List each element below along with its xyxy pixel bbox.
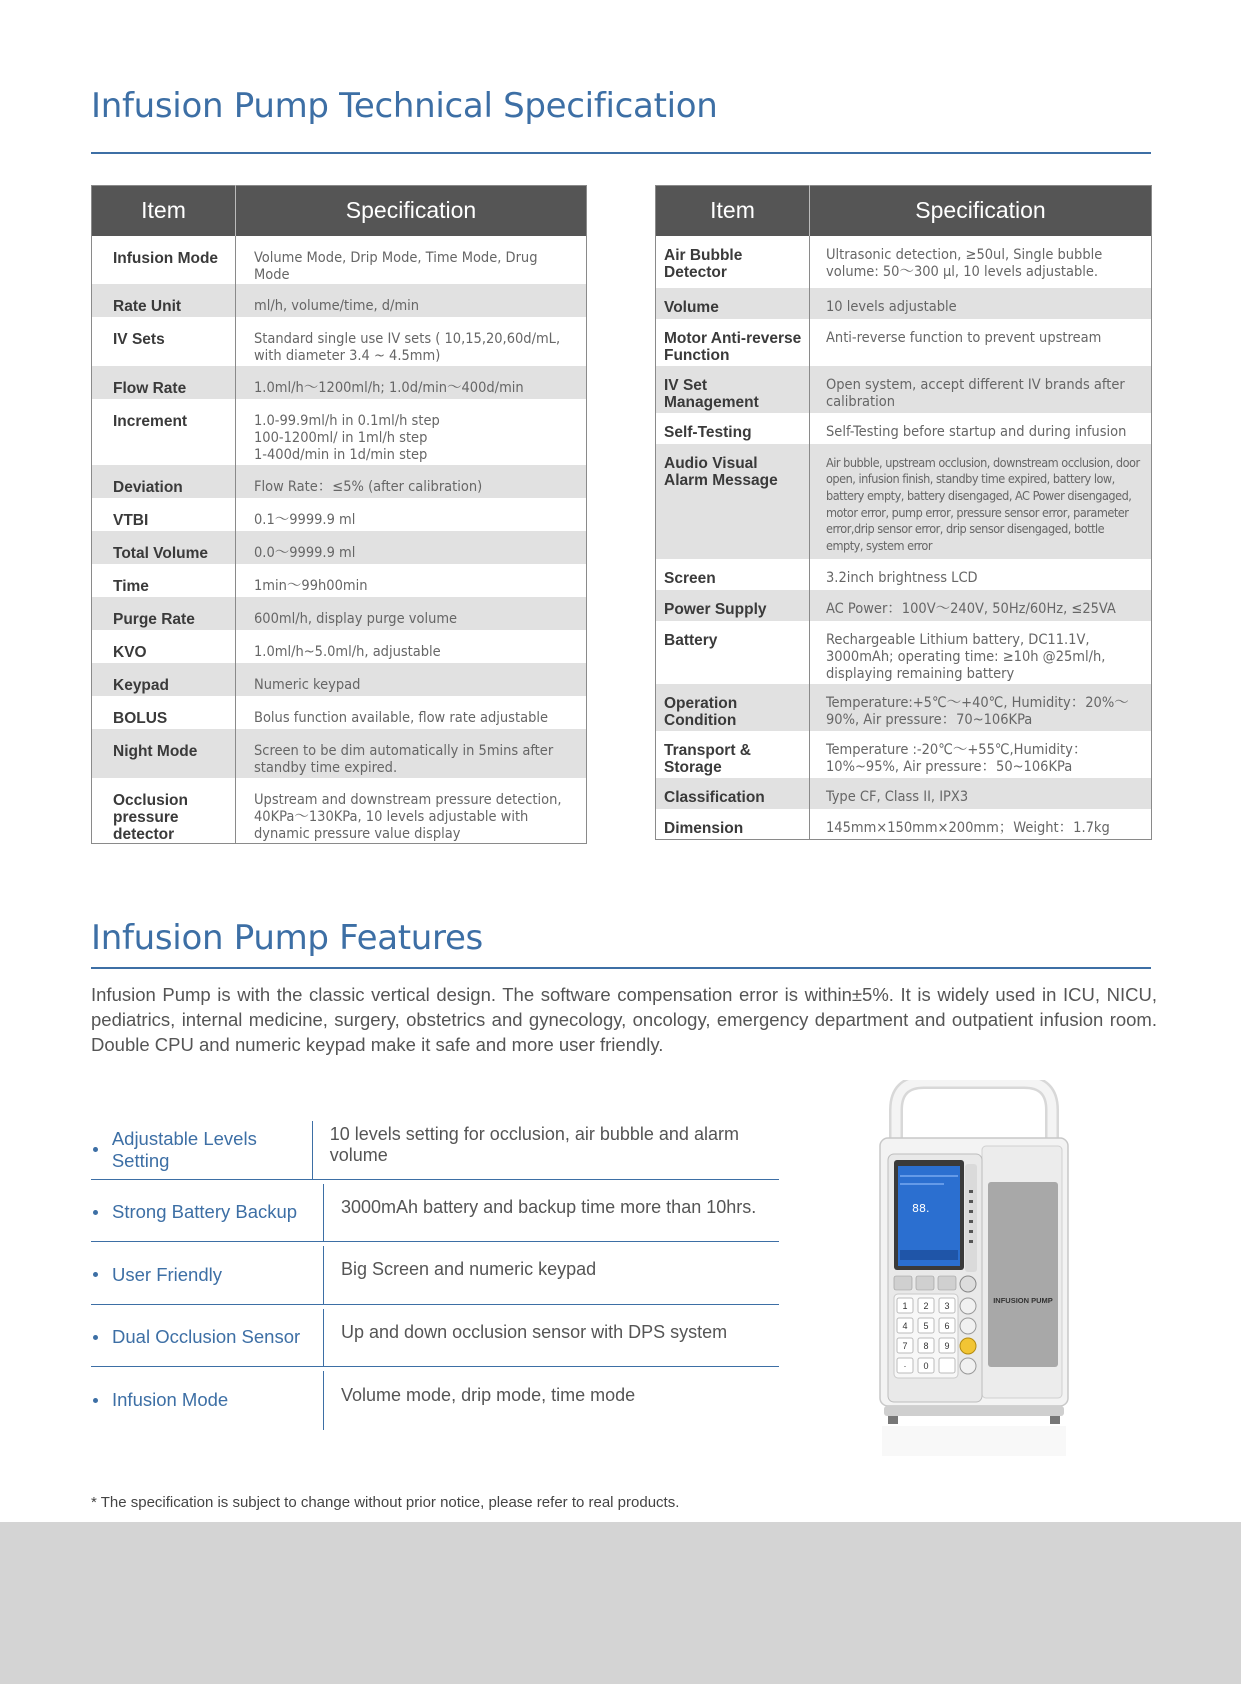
keypad-key-label: 9	[944, 1341, 950, 1351]
feature-name	[91, 1121, 313, 1179]
feature-name	[91, 1246, 324, 1304]
infusion-pump-image	[874, 1080, 1074, 1460]
spec-item-label: Power Supply	[656, 590, 810, 621]
header-item: Item	[92, 186, 236, 236]
spec-table-right-body	[656, 236, 1152, 840]
spec-item-label: Transport & Storage	[656, 731, 810, 778]
spec-value: Temperature:+5℃～+40℃, Humidity：20%～90%, Air pressure：70~106KPa	[810, 684, 1152, 731]
spec-value: 1.0ml/h~5.0ml/h, adjustable	[254, 643, 441, 660]
spec-item-label: Screen	[656, 559, 810, 590]
features-intro: Infusion Pump is with the classic vertical design. The software compensation error is within±5%. It is widely used in ICU, NICU, pediatrics, internal medicine, surgery, obstetrics and gynecology, oncology, emergency department and outpatient infusion room. Double CPU and numeric keypad make it safe and more user friendly.	[91, 984, 1157, 1055]
spec-row	[656, 366, 1152, 413]
spec-item-label: IV Sets	[92, 317, 236, 366]
spec-row	[656, 621, 1152, 684]
spec-row	[656, 809, 1152, 840]
feature-description: Volume mode, drip mode, time mode	[341, 1384, 636, 1405]
feature-row	[91, 1305, 779, 1368]
keypad-key-label: 4	[902, 1321, 908, 1331]
spec-item-label: KVO	[92, 630, 236, 663]
spec-row	[656, 288, 1152, 319]
disclaimer-note: * The specification is subject to change without prior notice, please refer to real products.	[91, 1494, 680, 1511]
keypad-key-label: 3	[944, 1301, 950, 1311]
spec-item-label: Volume	[656, 288, 810, 319]
spec-value: Rechargeable Lithium battery, DC11.1V, 3000mAh; operating time: ≥10h @25ml/h, displaying remaining battery	[826, 631, 1106, 682]
spec-row	[656, 413, 1152, 444]
spec-row	[92, 465, 587, 498]
spec-value: Ultrasonic detection, ≥50ul, Single bubble volume: 50～300 µl, 10 levels adjustable.	[826, 246, 1103, 280]
spec-row	[92, 284, 587, 317]
spec-row	[92, 317, 587, 366]
spec-row	[656, 236, 1152, 288]
spec-table-left-body	[92, 236, 587, 844]
header-specification: Specification	[236, 186, 587, 236]
spec-row	[92, 366, 587, 399]
spec-value: Standard single use IV sets ( 10,15,20,60d/mL, with diameter 3.4 ~ 4.5mm)	[254, 330, 561, 364]
spec-item-label: Deviation	[92, 465, 236, 498]
spec-row	[92, 778, 587, 844]
feature-row	[91, 1117, 779, 1180]
spec-value: Temperature :-20℃～+55℃,Humidity：10%~95%, Air pressure：50~106KPa	[826, 741, 1088, 775]
spec-item-label: IV Set Management	[656, 366, 810, 413]
spec-row	[656, 319, 1152, 366]
spec-item-label: Occlusion pressure detector	[92, 778, 236, 844]
spec-item-label: Classification	[656, 778, 810, 809]
spec-item-label: Purge Rate	[92, 597, 236, 630]
feature-description: 10 levels setting for occlusion, air bubble and alarm volume	[329, 1123, 739, 1165]
spec-table-left	[91, 185, 587, 844]
spec-value: Anti-reverse function to prevent upstream	[826, 329, 1102, 346]
spec-value: Upstream and downstream pressure detection, 40KPa～130KPa, 10 levels adjustable with dynamic pressure value display	[254, 791, 562, 842]
spec-row	[92, 630, 587, 663]
feature-row	[91, 1180, 779, 1243]
spec-item-label: Time	[92, 564, 236, 597]
keypad-key-label: ·	[903, 1361, 907, 1371]
keypad-key-label: 1	[902, 1301, 908, 1311]
spec-value: Volume Mode, Drip Mode, Time Mode, Drug Mode	[254, 249, 538, 283]
spec-item-label: Battery	[656, 621, 810, 684]
spec-value: Bolus function available, flow rate adjustable	[254, 709, 549, 726]
feature-row	[91, 1367, 779, 1430]
spec-row	[92, 399, 587, 465]
spec-value: 0.1～9999.9 ml	[254, 511, 356, 528]
spec-value: Numeric keypad	[236, 663, 587, 696]
spec-table-right	[655, 185, 1152, 840]
keypad-key	[939, 1358, 955, 1373]
bullet-icon	[93, 1272, 98, 1277]
feature-description: Big Screen and numeric keypad	[341, 1259, 597, 1280]
spec-item-label: Air Bubble Detector	[656, 236, 810, 288]
bullet-icon	[93, 1147, 98, 1152]
spec-value: 0.0～9999.9 ml	[236, 531, 587, 564]
title-rule	[91, 152, 1151, 154]
spec-value: Type CF, Class II, IPX3	[810, 778, 1152, 809]
spec-row	[656, 731, 1152, 778]
spec-item-label: Keypad	[92, 663, 236, 696]
spec-value: 1min～99h00min	[254, 577, 368, 594]
header-specification: Specification	[810, 186, 1152, 236]
feature-name	[91, 1371, 324, 1430]
keypad-key-label: 7	[902, 1341, 908, 1351]
keypad-key-label: 6	[944, 1321, 950, 1331]
spec-value: 10 levels adjustable	[810, 288, 1152, 319]
bullet-icon	[93, 1398, 98, 1403]
spec-value: 600ml/h, display purge volume	[236, 597, 587, 630]
keypad-key-label: 0	[923, 1361, 929, 1371]
spec-row	[92, 729, 587, 778]
spec-value: 1.0ml/h～1200ml/h; 1.0d/min～400d/min	[236, 366, 587, 399]
footer-band	[0, 1522, 1241, 1684]
keypad-key-label: 2	[923, 1301, 929, 1311]
feature-description: Up and down occlusion sensor with DPS system	[341, 1321, 728, 1342]
spec-value: Air bubble, upstream occlusion, downstream occlusion, door open, infusion finish, standby time expired, battery low, battery empty, battery disengaged, AC Power disengaged, motor error, pump error, pressure sensor error, parameter error,drip sensor error, drip sensor disengaged, bottle empty, system error	[810, 444, 1152, 559]
header-item: Item	[656, 186, 810, 236]
spec-item-label: Dimension	[656, 809, 810, 840]
bullet-icon	[93, 1210, 98, 1215]
spec-row	[92, 564, 587, 597]
spec-row	[92, 663, 587, 696]
spec-section-title: Infusion Pump Technical Specification	[91, 86, 718, 126]
keypad-key-label: 8	[923, 1341, 929, 1351]
spec-value: ml/h, volume/time, d/min	[236, 284, 587, 317]
feature-name-text: User Friendly	[112, 1263, 222, 1285]
feature-name	[91, 1184, 324, 1242]
feature-name-text: Strong Battery Backup	[112, 1201, 298, 1223]
spec-item-label: Infusion Mode	[92, 236, 236, 284]
spec-item-label: BOLUS	[92, 696, 236, 729]
feature-name-text: Dual Occlusion Sensor	[112, 1326, 301, 1348]
feature-name-text: Infusion Mode	[112, 1389, 229, 1411]
feature-description: 3000mAh battery and backup time more than 10hrs.	[341, 1196, 757, 1217]
features-list	[91, 1117, 779, 1430]
spec-row	[92, 236, 587, 284]
spec-value: 1.0-99.9ml/h in 0.1ml/h step 100-1200ml/ in 1ml/h step 1-400d/min in 1d/min step	[254, 412, 440, 463]
spec-row	[656, 684, 1152, 731]
feature-name-text: Adjustable Levels Setting	[111, 1127, 257, 1171]
spec-value: Screen to be dim automatically in 5mins after standby time expired.	[236, 729, 587, 778]
spec-item-label: Motor Anti-reverse Function	[656, 319, 810, 366]
device-screen-value: 88.	[912, 1202, 930, 1215]
device-label: INFUSION PUMP	[993, 1296, 1053, 1305]
spec-value: Flow Rate：≤5% (after calibration)	[236, 465, 587, 498]
spec-row	[656, 778, 1152, 809]
spec-value: AC Power：100V～240V, 50Hz/60Hz, ≤25VA	[810, 590, 1152, 621]
spec-value: 145mm×150mm×200mm；Weight：1.7kg	[826, 819, 1110, 836]
features-section-title: Infusion Pump Features	[91, 918, 483, 958]
feature-row	[91, 1242, 779, 1305]
spec-row	[92, 498, 587, 531]
keypad-key-label: 5	[923, 1321, 929, 1331]
spec-row	[656, 444, 1152, 559]
spec-item-label: Self-Testing	[656, 413, 810, 444]
features-title-rule	[91, 967, 1151, 969]
bullet-icon	[93, 1335, 98, 1340]
spec-value: Open system, accept different IV brands after calibration	[810, 366, 1152, 413]
spec-row	[92, 696, 587, 729]
spec-item-label: Total Volume	[92, 531, 236, 564]
feature-name	[91, 1309, 324, 1367]
spec-row	[656, 559, 1152, 590]
spec-item-label: Audio Visual Alarm Message	[656, 444, 810, 559]
spec-item-label: Night Mode	[92, 729, 236, 778]
spec-item-label: Flow Rate	[92, 366, 236, 399]
spec-item-label: Operation Condition	[656, 684, 810, 731]
spec-item-label: Increment	[92, 399, 236, 465]
spec-value: 3.2inch brightness LCD	[826, 569, 978, 586]
spec-value: Self-Testing before startup and during infusion	[826, 423, 1127, 440]
spec-row	[92, 531, 587, 564]
spec-item-label: Rate Unit	[92, 284, 236, 317]
spec-item-label: VTBI	[92, 498, 236, 531]
spec-row	[656, 590, 1152, 621]
spec-row	[92, 597, 587, 630]
